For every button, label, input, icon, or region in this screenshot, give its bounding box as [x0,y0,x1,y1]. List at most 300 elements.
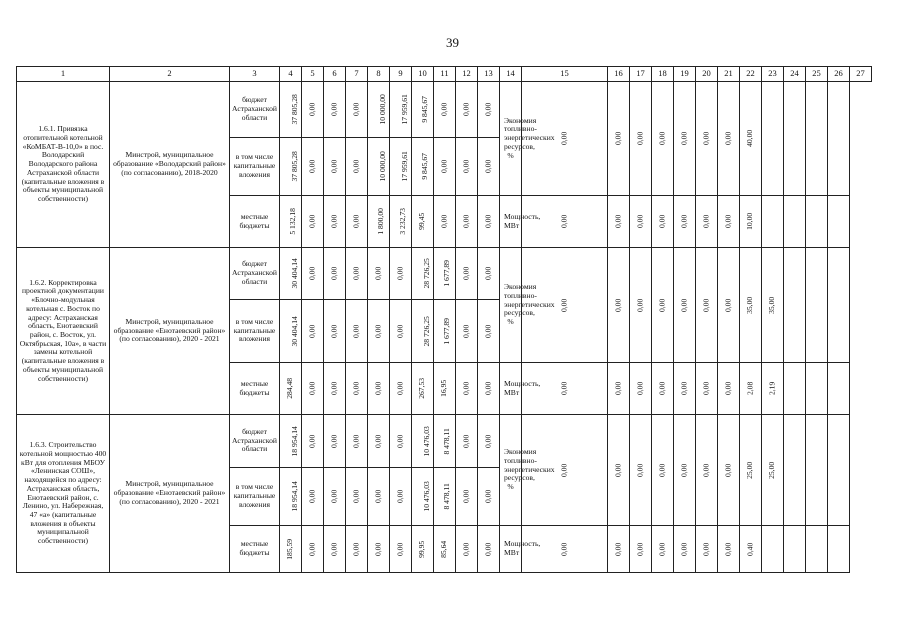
indicator-value-text: 0,00 [701,463,711,477]
indicator-value [522,196,608,248]
value-cell-text: 0,00 [461,102,471,117]
indicator-value-text: 0,00 [559,542,569,556]
value-cell-text: 17 959,61 [399,151,409,182]
indicator-value-text: 0,00 [701,214,711,229]
indicator-value-text: 0,00 [701,298,711,312]
value-cell [478,300,500,363]
indicator-name: Экономия топливно-энергетических ресурсов, % [500,82,522,196]
value-cell-text: 0,00 [351,159,361,174]
value-cell-text: 0,00 [351,434,361,448]
value-cell [302,363,324,415]
value-cell [346,300,368,363]
indicator-value [828,82,850,196]
value-cell-text: 1 677,89 [441,260,451,287]
indicator-value [740,526,762,573]
value-cell [390,415,412,468]
indicator-value-text: 0,00 [657,298,667,312]
value-cell-text: 8 478,11 [441,427,451,455]
value-cell [390,196,412,248]
header-cell: 25 [806,67,828,82]
indicator-value [718,248,740,363]
header-cell: 7 [346,67,368,82]
value-cell [280,138,302,196]
indicator-value [828,196,850,248]
header-cell: 23 [762,67,784,82]
header-cell: 4 [280,67,302,82]
value-cell [412,300,434,363]
value-cell-text: 37 805,28 [289,151,299,182]
indicator-name: Мощность, МВт [500,196,522,248]
value-cell [478,248,500,300]
value-cell-text: 284,48 [285,378,295,399]
value-cell [478,363,500,415]
indicator-value [630,82,652,196]
value-cell [412,82,434,138]
value-cell-text: 0,00 [329,102,339,117]
value-cell [456,300,478,363]
value-cell-text: 0,00 [483,214,493,229]
value-cell-text: 0,00 [439,102,449,117]
indicator-value [784,415,806,526]
value-cell [302,526,324,573]
value-cell-text: 9 845,67 [419,96,429,123]
header-cell: 20 [696,67,718,82]
indicator-value-text: 0,00 [613,542,623,556]
value-cell [324,300,346,363]
value-cell-text: 0,00 [461,434,471,448]
value-cell [456,138,478,196]
value-cell [280,363,302,415]
value-cell [434,82,456,138]
value-cell [346,363,368,415]
value-cell [302,300,324,363]
indicator-value [674,363,696,415]
value-cell [434,363,456,415]
funding-source: в том числе капитальные вложения [230,468,280,526]
value-cell-text: 0,00 [351,381,361,396]
indicator-value-text: 0,00 [679,298,689,312]
indicator-value-text: 0,00 [723,463,733,477]
value-cell [412,468,434,526]
value-cell [346,526,368,573]
value-cell [456,526,478,573]
value-cell-text: 0,00 [329,489,339,504]
value-cell-text: 8 478,11 [441,483,451,510]
indicator-value-text: 25,00 [767,461,777,479]
table-row [17,82,872,138]
header-cell: 14 [500,67,522,82]
page-number: 39 [446,35,459,50]
indicator-value [762,248,784,363]
value-cell [324,363,346,415]
indicator-value [828,363,850,415]
value-cell-text: 1 677,89 [441,317,451,345]
value-cell-text: 0,00 [329,381,339,396]
header-cell: 6 [324,67,346,82]
value-cell [456,415,478,468]
indicator-value-text: 0,00 [613,131,623,146]
indicator-value-text: 0,00 [657,381,667,396]
value-cell [390,138,412,196]
value-cell-text: 0,00 [351,324,361,338]
value-cell-text: 0,00 [351,102,361,117]
header-cell: 10 [412,67,434,82]
indicator-value [784,248,806,363]
header-cell: 15 [522,67,608,82]
value-cell-text: 30 404,14 [289,315,299,347]
value-cell-text: 0,00 [307,102,317,117]
indicator-value-text: 40,00 [745,129,755,148]
indicator-value [828,415,850,526]
value-cell-text: 0,00 [395,542,405,556]
value-cell [478,138,500,196]
value-cell-text: 18 954,14 [289,481,299,512]
value-cell [456,468,478,526]
header-cell: 13 [478,67,500,82]
value-cell [324,82,346,138]
header-row [17,67,872,82]
header-cell: 2 [110,67,230,82]
indicator-value-text: 0,00 [559,214,569,229]
indicator-value [608,196,630,248]
value-cell-text: 0,00 [483,266,493,281]
indicator-value [652,526,674,573]
value-cell-text: 30 404,14 [289,258,299,289]
indicator-value-text: 2,08 [745,381,755,396]
value-cell-text: 0,00 [395,324,405,338]
indicator-value [828,248,850,363]
value-cell [368,196,390,248]
indicator-value-text: 0,00 [723,381,733,396]
indicator-value [718,82,740,196]
header-cell: 21 [718,67,740,82]
project-executor: Минстрой, муниципальное образование «Енотаевский район» (по согласованию), 2020 - 2021 [110,415,230,573]
value-cell [456,248,478,300]
indicator-value-text: 0,00 [701,131,711,146]
value-cell [368,248,390,300]
value-cell [434,526,456,573]
funding-source: местные бюджеты [230,196,280,248]
value-cell-text: 0,00 [483,159,493,174]
funding-source: в том числе капитальные вложения [230,300,280,363]
indicator-value [630,526,652,573]
value-cell-text: 0,00 [373,324,383,338]
header-cell: 24 [784,67,806,82]
indicator-value-text: 0,00 [723,131,733,146]
value-cell [412,415,434,468]
value-cell-text: 0,00 [395,489,405,504]
value-cell-text: 0,00 [329,324,339,338]
value-cell [478,196,500,248]
value-cell [368,363,390,415]
value-cell-text: 0,00 [307,434,317,448]
indicator-value [762,526,784,573]
indicator-value [806,196,828,248]
project-executor: Минстрой, муниципальное образование «Володарский район» (по согласованию), 2018-2020 [110,82,230,248]
value-cell-text: 0,00 [351,266,361,281]
value-cell-text: 0,00 [373,489,383,504]
value-cell [302,196,324,248]
value-cell [390,82,412,138]
value-cell-text: 0,00 [307,324,317,338]
header-cell: 22 [740,67,762,82]
value-cell [456,363,478,415]
indicator-name: Мощность, МВт [500,526,522,573]
indicator-value [652,415,674,526]
value-cell [434,196,456,248]
value-cell [280,300,302,363]
indicator-value-text: 0,00 [679,463,689,477]
funding-source: бюджет Астраханской области [230,248,280,300]
value-cell-text: 0,00 [307,489,317,504]
value-cell-text: 0,00 [483,102,493,117]
value-cell-text: 10 476,03 [421,425,431,457]
indicator-value-text: 0,00 [559,463,569,477]
value-cell [434,468,456,526]
value-cell-text: 0,00 [439,159,449,174]
value-cell [368,82,390,138]
value-cell [346,415,368,468]
indicator-value [784,363,806,415]
indicator-value [522,526,608,573]
indicator-value [762,415,784,526]
value-cell [346,196,368,248]
project-executor: Минстрой, муниципальное образование «Енотаевский район» (по согласованию), 2020 - 2021 [110,248,230,415]
indicator-value [652,363,674,415]
value-cell [280,415,302,468]
indicator-value [806,82,828,196]
value-cell-text: 10 476,03 [421,481,431,512]
value-cell-text: 9 845,67 [419,153,429,180]
indicator-value [608,415,630,526]
value-cell-text: 0,00 [351,542,361,556]
value-cell [478,82,500,138]
value-cell [368,415,390,468]
indicator-value-text: 0,00 [635,214,645,229]
indicator-value [608,82,630,196]
value-cell [302,138,324,196]
indicator-value [806,248,828,363]
indicator-value-text: 0,00 [613,381,623,396]
indicator-value [630,248,652,363]
indicator-value-text: 0,00 [657,542,667,556]
value-cell [390,363,412,415]
value-cell [478,415,500,468]
indicator-value [762,196,784,248]
value-cell-text: 85,64 [439,540,449,558]
value-cell-text: 17 959,61 [399,94,409,125]
indicator-value [608,363,630,415]
value-cell-text: 10 000,00 [377,94,387,125]
value-cell-text: 0,00 [329,214,339,229]
value-cell [302,82,324,138]
value-cell [434,415,456,468]
indicator-value [652,196,674,248]
value-cell [324,248,346,300]
value-cell [302,415,324,468]
value-cell-text: 18 954,14 [289,425,299,457]
value-cell-text: 0,00 [483,324,493,338]
value-cell-text: 0,00 [329,542,339,556]
indicator-value [806,363,828,415]
value-cell-text: 0,00 [483,489,493,504]
indicator-value [740,363,762,415]
value-cell [368,300,390,363]
indicator-value [696,526,718,573]
value-cell-text: 0,00 [373,266,383,281]
indicator-value [718,526,740,573]
value-cell-text: 1 800,00 [375,208,385,235]
table-row [17,248,872,300]
value-cell-text: 0,00 [329,434,339,448]
value-cell-text: 0,00 [307,214,317,229]
indicator-value-text: 0,00 [559,381,569,396]
indicator-value [784,82,806,196]
value-cell-text: 0,00 [373,542,383,556]
indicator-value [740,248,762,363]
value-cell [434,138,456,196]
indicator-value [762,82,784,196]
value-cell-text: 0,00 [307,266,317,281]
value-cell-text: 0,00 [307,381,317,396]
value-cell [346,468,368,526]
indicator-value-text: 0,00 [679,131,689,146]
funding-source: бюджет Астраханской области [230,415,280,468]
value-cell-text: 0,00 [461,159,471,174]
indicator-value-text: 0,00 [635,463,645,477]
indicator-value [696,196,718,248]
value-cell-text: 99,95 [417,540,427,558]
funding-source: бюджет Астраханской области [230,82,280,138]
indicator-value [522,363,608,415]
value-cell-text: 0,00 [307,542,317,556]
value-cell-text: 0,00 [395,381,405,396]
value-cell-text: 37 805,28 [289,94,299,125]
header-cell: 8 [368,67,390,82]
value-cell [478,526,500,573]
value-cell [368,468,390,526]
indicator-value-text: 35,00 [745,296,755,314]
indicator-value-text: 0,00 [679,214,689,229]
header-cell: 17 [630,67,652,82]
program-table [16,66,872,573]
value-cell-text: 0,00 [439,214,449,229]
indicator-value [630,196,652,248]
indicator-value-text: 0,00 [657,463,667,477]
indicator-value [674,248,696,363]
value-cell-text: 0,00 [329,159,339,174]
indicator-value-text: 35,00 [767,296,777,314]
indicator-value [828,526,850,573]
indicator-value [608,248,630,363]
value-cell [456,82,478,138]
value-cell [280,82,302,138]
indicator-value-text: 0,00 [635,542,645,556]
value-cell [456,196,478,248]
table-row [17,415,872,468]
indicator-value-text: 0,00 [701,381,711,396]
header-cell: 12 [456,67,478,82]
header-cell: 9 [390,67,412,82]
value-cell-text: 10 000,00 [377,151,387,182]
value-cell-text: 0,00 [395,434,405,448]
indicator-value [674,526,696,573]
indicator-value-text: 0,00 [635,298,645,312]
indicator-value-text: 0,00 [635,131,645,146]
indicator-value [608,526,630,573]
value-cell-text: 0,00 [483,542,493,556]
indicator-value [674,82,696,196]
value-cell-text: 16,95 [439,379,449,398]
indicator-value-text: 0,00 [613,463,623,477]
indicator-value-text: 0,00 [723,298,733,312]
indicator-value-text: 0,40 [745,542,755,556]
indicator-value [762,363,784,415]
value-cell [434,300,456,363]
value-cell [412,196,434,248]
indicator-value-text: 25,00 [745,461,755,479]
value-cell [390,248,412,300]
value-cell [390,526,412,573]
indicator-value [784,196,806,248]
project-name: 1.6.1. Привязка отопительной котельной «КоМБАТ-В-10,0» в пос. Володарский Володарского района Астраханской области (капитальные вложения в объекты муниципальной собственности) [17,82,110,248]
value-cell-text: 0,00 [461,489,471,504]
indicator-name: Экономия топливно-энергетических ресурсов, % [500,415,522,526]
project-name: 1.6.2. Корректировка проектной документации «Блочно-модульная котельная с. Восток по адресу: Астраханская область, Енотаевский район, с. Восток, ул. Октябрьская, 10а», в части замены котельной (капитальные вложения в объекты муниципальной собственности) [17,248,110,415]
header-cell: 11 [434,67,456,82]
value-cell-text: 0,00 [351,214,361,229]
indicator-value-text: 0,00 [657,131,667,146]
indicator-value [784,526,806,573]
value-cell-text: 0,00 [461,214,471,229]
indicator-value-text: 0,00 [635,381,645,396]
indicator-value [718,196,740,248]
value-cell-text: 3 232,73 [397,208,407,235]
funding-source: местные бюджеты [230,363,280,415]
header-cell: 5 [302,67,324,82]
header-cell: 3 [230,67,280,82]
value-cell [302,468,324,526]
indicator-value [652,82,674,196]
indicator-value-text: 0,00 [613,298,623,312]
indicator-value [740,415,762,526]
indicator-value-text: 0,00 [723,542,733,556]
value-cell-text: 5 132,18 [287,208,297,235]
value-cell [390,300,412,363]
value-cell [280,468,302,526]
value-cell-text: 0,00 [351,489,361,504]
indicator-value [630,363,652,415]
value-cell-text: 0,00 [461,381,471,396]
value-cell [346,138,368,196]
indicator-value-text: 10,00 [745,212,755,231]
header-cell: 16 [608,67,630,82]
funding-source: местные бюджеты [230,526,280,573]
value-cell [302,248,324,300]
value-cell-text: 28 726,25 [421,258,431,289]
value-cell [434,248,456,300]
indicator-value [674,415,696,526]
header-cell: 18 [652,67,674,82]
indicator-value [652,248,674,363]
indicator-value [674,196,696,248]
indicator-value [806,415,828,526]
header-cell: 27 [850,67,872,82]
value-cell [280,526,302,573]
value-cell [324,138,346,196]
indicator-value-text: 0,00 [613,214,623,229]
value-cell-text: 0,00 [461,266,471,281]
